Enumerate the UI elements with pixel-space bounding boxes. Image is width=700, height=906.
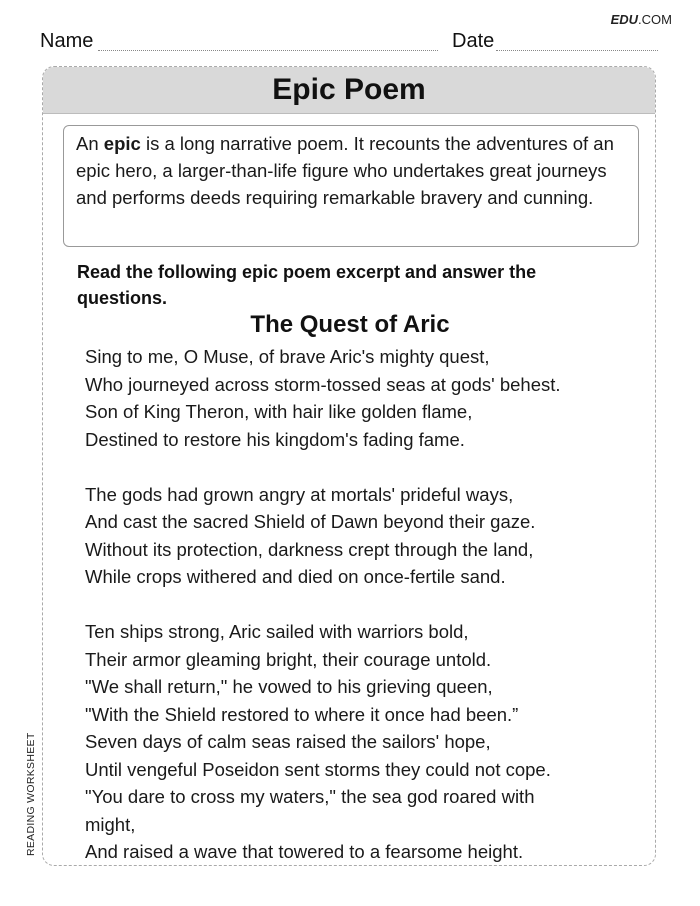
poem-stanza — [85, 343, 645, 453]
poem-line: While crops withered and died on once-fertile sand. — [85, 566, 506, 587]
poem-stanza — [85, 618, 645, 866]
poem-line: Who journeyed across storm-tossed seas at gods' behest. — [85, 373, 561, 395]
poem-line: The gods had grown angry at mortals' prideful ways, — [85, 483, 514, 505]
page-title: Epic Poem — [43, 67, 655, 114]
brand-suffix: .COM — [638, 12, 672, 27]
poem-line: Destined to restore his kingdom's fading fame. — [85, 428, 465, 450]
poem-line: And cast the sacred Shield of Dawn beyond their gaze. — [85, 511, 536, 532]
poem-line: Without its protection, darkness crept through the land, — [85, 538, 534, 560]
name-date-row — [40, 30, 658, 52]
definition-prefix: An — [76, 133, 104, 154]
poem-line: "You dare to cross my waters," the sea god roared with — [85, 786, 535, 807]
poem-line: Seven days of calm seas raised the sailors' hope, — [85, 731, 491, 752]
poem-line: Until vengeful Poseidon sent storms they could not cope. — [85, 758, 551, 780]
name-label: Name — [40, 30, 94, 52]
poem-body — [85, 343, 645, 866]
side-label: READING WORKSHEET — [25, 732, 37, 856]
poem-line: "We shall return," he vowed to his grieving queen, — [85, 676, 493, 697]
definition-term: epic — [103, 133, 141, 154]
brand-name: EDU — [610, 12, 639, 27]
date-label: Date — [452, 30, 495, 52]
worksheet-card — [42, 66, 656, 866]
poem-line: "With the Shield restored to where it once had been.” — [85, 703, 519, 725]
poem-title: The Quest of Aric — [250, 311, 450, 338]
instruction-text: Read the following epic poem excerpt and answer the questions. — [77, 262, 537, 308]
poem-line: Son of King Theron, with hair like golden flame, — [85, 401, 473, 422]
poem-line: Ten ships strong, Aric sailed with warriors bold, — [85, 621, 469, 642]
brand-logo — [611, 12, 672, 27]
date-field[interactable] — [496, 50, 658, 51]
definition-text: is a long narrative poem. It recounts the adventures of an epic hero, a larger-than-life figure who undertakes great journeys and performs deeds requiring remarkable bravery and cunning. — [76, 133, 614, 208]
name-field[interactable] — [98, 50, 438, 51]
poem-line: And raised a wave that towered to a fearsome height. — [85, 841, 524, 862]
definition-box — [63, 125, 639, 247]
poem-line: Their armor gleaming bright, their courage untold. — [85, 648, 492, 670]
poem-line: might, — [85, 813, 136, 835]
poem-stanza — [85, 481, 645, 591]
poem-line: Sing to me, O Muse, of brave Aric's mighty quest, — [85, 346, 490, 367]
